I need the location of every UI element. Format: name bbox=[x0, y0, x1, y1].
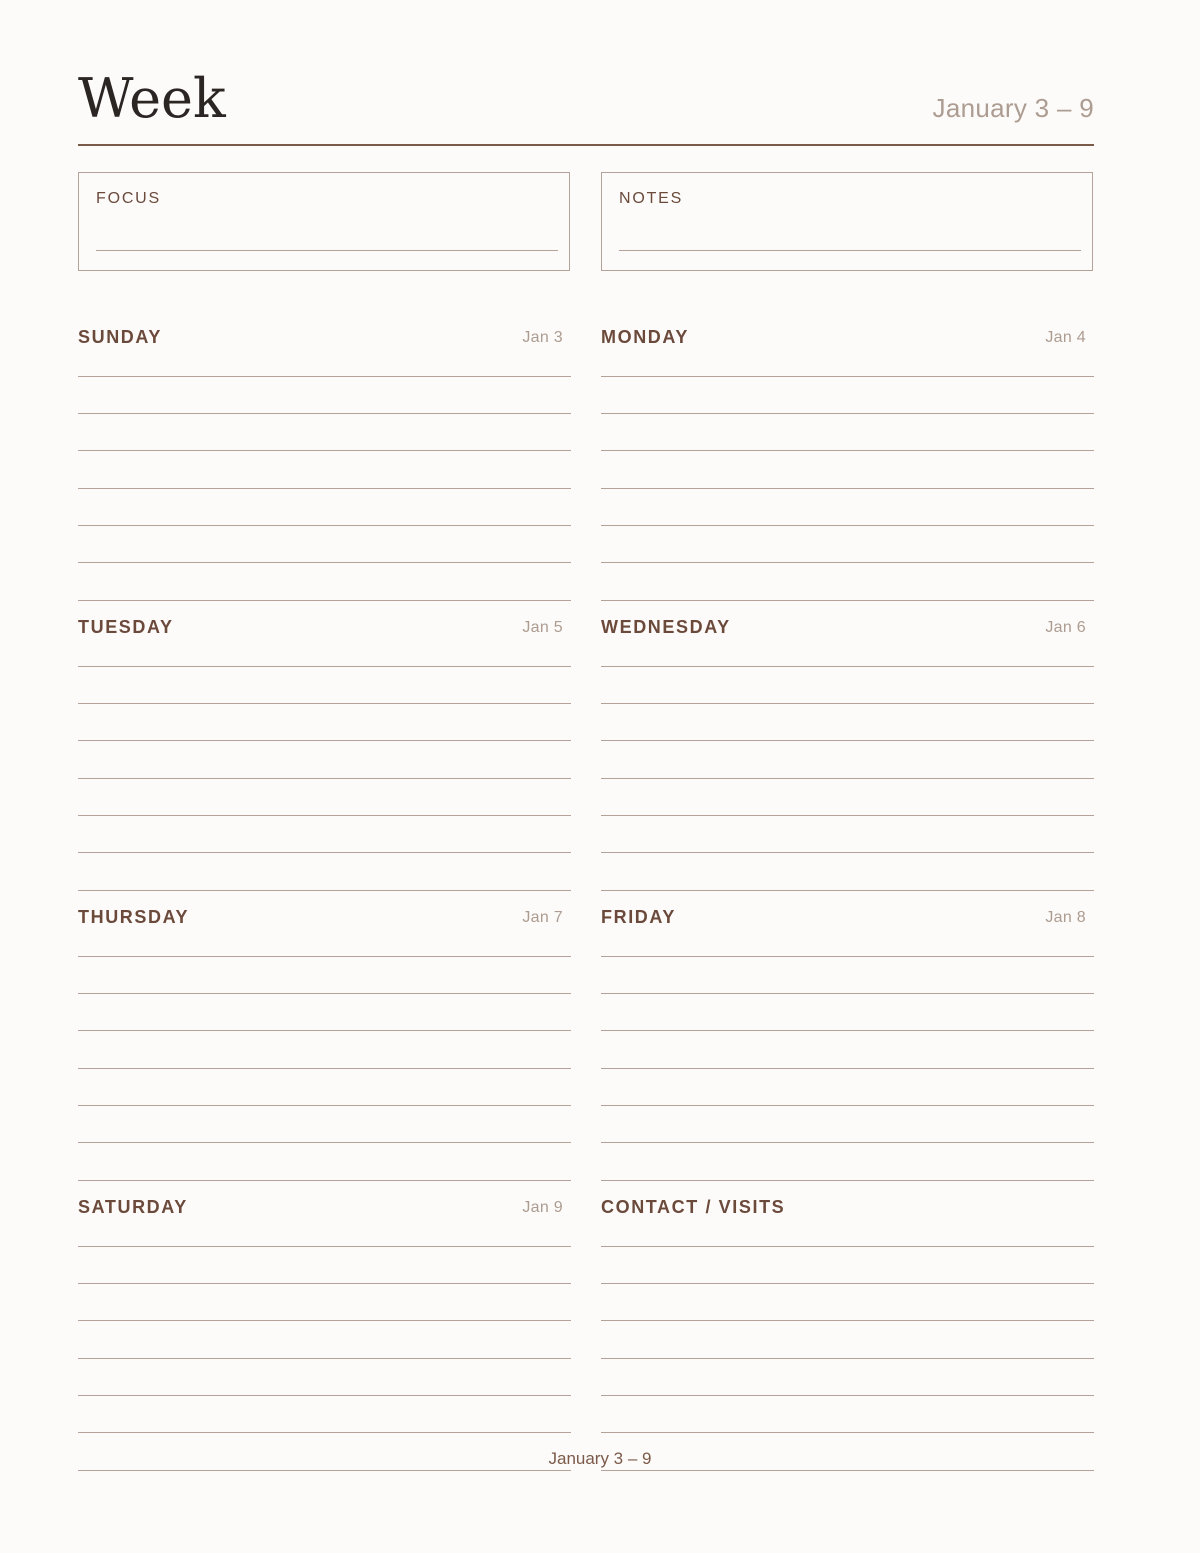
writing-line bbox=[601, 1470, 1094, 1471]
focus-label: FOCUS bbox=[96, 190, 161, 207]
writing-line bbox=[78, 1432, 571, 1433]
day-name: FRIDAY bbox=[601, 907, 676, 927]
writing-line bbox=[601, 956, 1094, 957]
day-date: Jan 4 bbox=[1045, 329, 1086, 346]
writing-line bbox=[601, 993, 1094, 994]
writing-line bbox=[601, 740, 1094, 741]
notes-box[interactable] bbox=[601, 172, 1093, 271]
focus-box[interactable] bbox=[78, 172, 570, 271]
writing-line bbox=[601, 852, 1094, 853]
writing-line bbox=[601, 488, 1094, 489]
writing-line bbox=[78, 562, 571, 563]
writing-line bbox=[78, 1142, 571, 1143]
writing-line bbox=[601, 1358, 1094, 1359]
day-section-sunday[interactable] bbox=[78, 310, 571, 600]
writing-line bbox=[601, 525, 1094, 526]
day-date: Jan 5 bbox=[522, 619, 563, 636]
focus-writing-line bbox=[96, 250, 558, 251]
day-date: Jan 9 bbox=[522, 1199, 563, 1216]
writing-line bbox=[601, 1246, 1094, 1247]
writing-line bbox=[78, 1246, 571, 1247]
day-section-monday[interactable] bbox=[601, 310, 1094, 600]
page-title: Week bbox=[78, 67, 226, 130]
writing-line bbox=[601, 450, 1094, 451]
writing-line bbox=[601, 1395, 1094, 1396]
writing-line bbox=[78, 1320, 571, 1321]
writing-line bbox=[78, 815, 571, 816]
writing-line bbox=[601, 778, 1094, 779]
section-name: CONTACT / VISITS bbox=[601, 1197, 786, 1217]
day-section-friday[interactable] bbox=[601, 890, 1094, 1180]
day-date: Jan 3 bbox=[522, 329, 563, 346]
day-section-saturday[interactable] bbox=[78, 1180, 571, 1470]
writing-line bbox=[78, 488, 571, 489]
contact-visits-section[interactable] bbox=[601, 1180, 1094, 1470]
day-section-wednesday[interactable] bbox=[601, 600, 1094, 890]
day-name: WEDNESDAY bbox=[601, 617, 731, 637]
writing-line bbox=[78, 450, 571, 451]
writing-line bbox=[78, 376, 571, 377]
writing-line bbox=[78, 1395, 571, 1396]
header-divider bbox=[78, 144, 1094, 146]
notes-writing-line bbox=[619, 250, 1081, 251]
writing-line bbox=[601, 1432, 1094, 1433]
writing-line bbox=[78, 413, 571, 414]
day-date: Jan 8 bbox=[1045, 909, 1086, 926]
writing-line bbox=[78, 703, 571, 704]
writing-line bbox=[601, 1320, 1094, 1321]
writing-line bbox=[78, 778, 571, 779]
writing-line bbox=[78, 525, 571, 526]
writing-line bbox=[78, 993, 571, 994]
writing-line bbox=[78, 740, 571, 741]
day-section-tuesday[interactable] bbox=[78, 600, 571, 890]
notes-label: NOTES bbox=[619, 190, 684, 207]
day-section-thursday[interactable] bbox=[78, 890, 571, 1180]
day-name: SUNDAY bbox=[78, 327, 162, 347]
writing-line bbox=[78, 1030, 571, 1031]
writing-line bbox=[78, 1068, 571, 1069]
writing-line bbox=[601, 1030, 1094, 1031]
writing-line bbox=[78, 1283, 571, 1284]
day-name: SATURDAY bbox=[78, 1197, 188, 1217]
footer-date-range: January 3 – 9 bbox=[548, 1449, 652, 1468]
day-name: TUESDAY bbox=[78, 617, 174, 637]
writing-line bbox=[601, 1068, 1094, 1069]
writing-line bbox=[78, 852, 571, 853]
day-name: THURSDAY bbox=[78, 907, 190, 927]
date-range: January 3 – 9 bbox=[932, 93, 1094, 123]
writing-line bbox=[601, 376, 1094, 377]
writing-line bbox=[601, 562, 1094, 563]
day-name: MONDAY bbox=[601, 327, 689, 347]
writing-line bbox=[78, 956, 571, 957]
writing-line bbox=[78, 666, 571, 667]
writing-line bbox=[601, 1283, 1094, 1284]
writing-line bbox=[601, 703, 1094, 704]
day-date: Jan 7 bbox=[522, 909, 563, 926]
writing-line bbox=[78, 1470, 571, 1471]
day-date: Jan 6 bbox=[1045, 619, 1086, 636]
writing-line bbox=[601, 815, 1094, 816]
writing-line bbox=[601, 666, 1094, 667]
writing-line bbox=[78, 1358, 571, 1359]
writing-line bbox=[601, 413, 1094, 414]
writing-line bbox=[78, 1105, 571, 1106]
writing-line bbox=[601, 1105, 1094, 1106]
writing-line bbox=[601, 1142, 1094, 1143]
